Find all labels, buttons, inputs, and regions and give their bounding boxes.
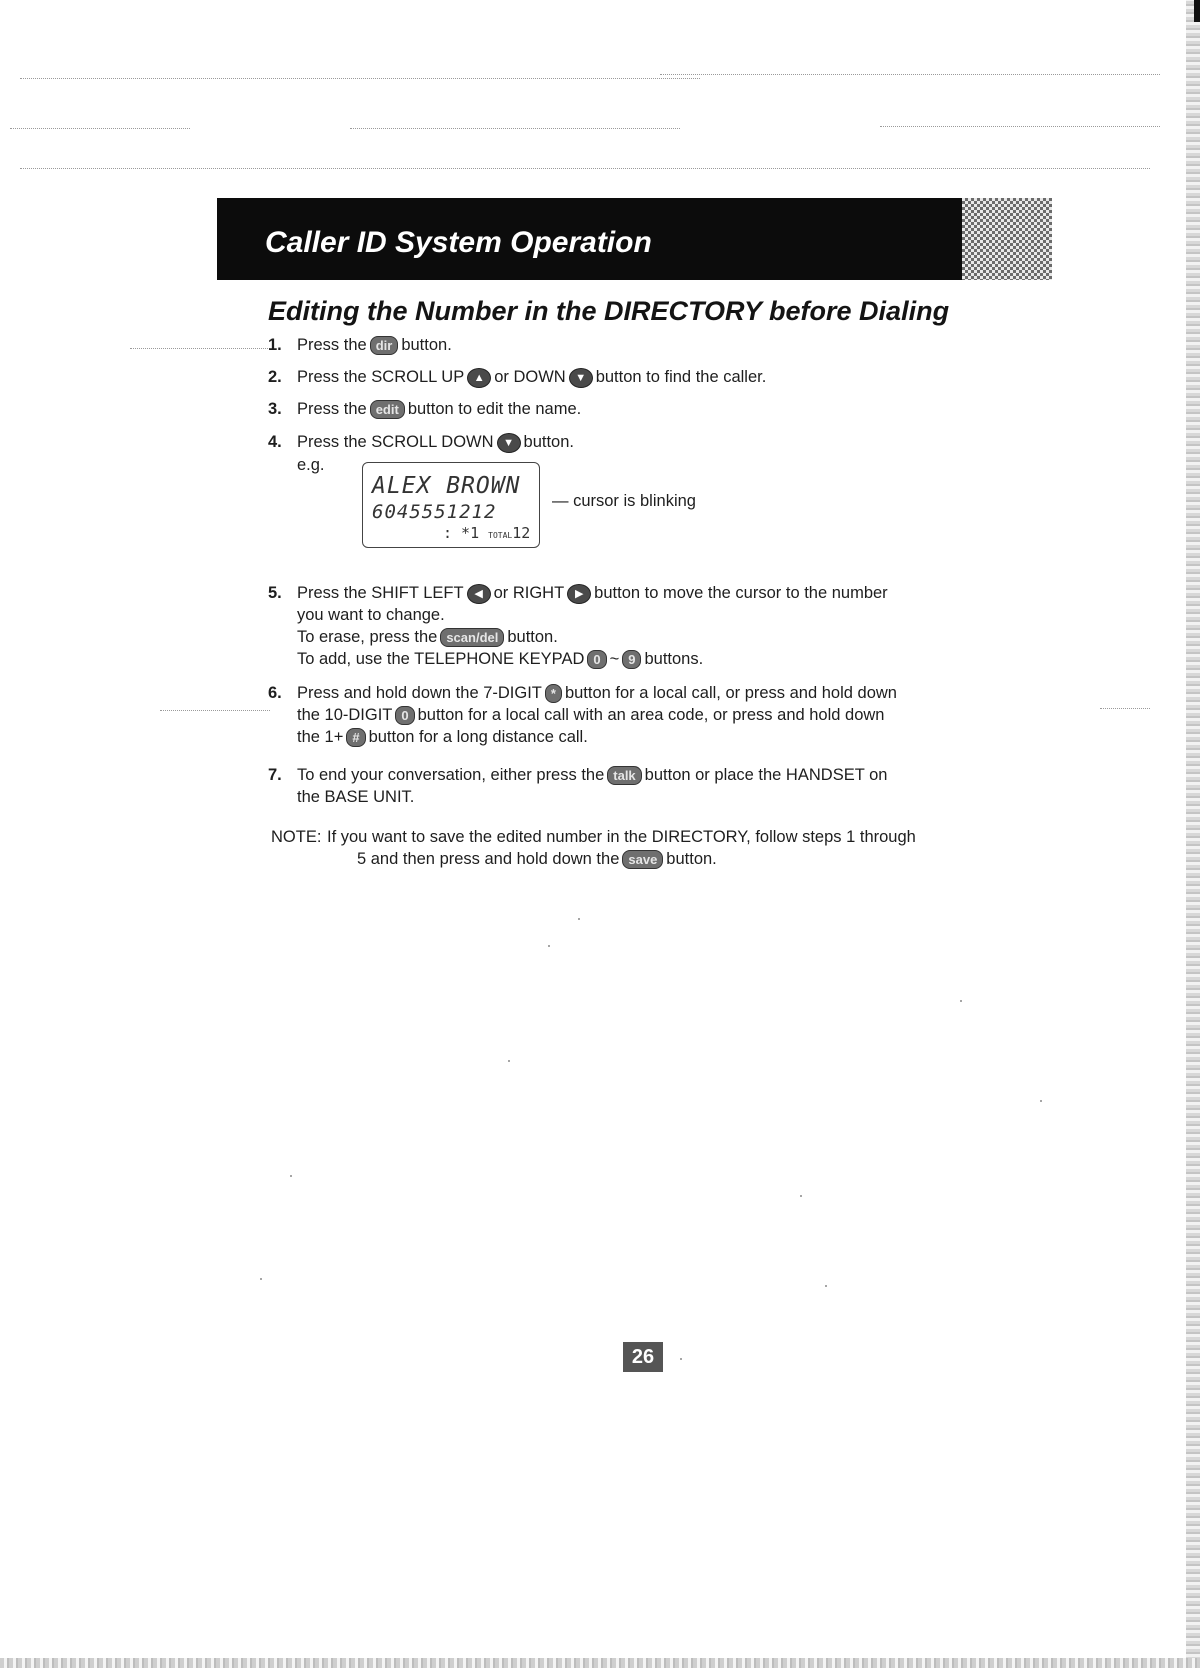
scan-bottom-edge [0,1658,1200,1668]
step-text-part: Press the [297,400,367,418]
scan-speck [290,1175,292,1177]
step-line [297,626,987,648]
lcd-status-line [443,524,530,542]
scan-speck [260,1278,262,1280]
scan-right-edge [1186,0,1200,1668]
step-line [297,726,987,748]
step-line [297,582,987,604]
step-text-part: To add, use the TELEPHONE KEYPAD [297,650,585,668]
scan-artifact-line [160,710,270,711]
scan-speck [680,1358,682,1360]
step-text-part: the 10-DIGIT [297,706,393,724]
step-text-part: Press and hold down the 7-DIGIT [297,684,542,702]
step-text-part: button for a local call with an area code, or press and hold down [417,706,885,724]
lcd-number-line: 6045551212 [372,501,497,523]
step-text [297,431,987,453]
lcd-index: : *1 [443,524,480,542]
step-number: 5. [268,584,282,602]
scan-speck [578,918,580,920]
shift-right-icon: ▶ [567,584,591,604]
step-number: 6. [268,684,282,702]
step-7 [268,764,978,812]
step-line [297,682,987,704]
note-label: NOTE: [271,828,322,846]
step-text-part: button. [523,433,574,451]
step-number: 1. [268,336,282,354]
edit-button-icon: edit [370,400,405,419]
step-text [297,334,987,356]
lcd-display [362,462,540,548]
step-text [297,682,987,748]
scan-artifact-line [10,128,190,129]
scan-artifact-line [880,126,1160,127]
step-text-part: button. [401,336,452,354]
scan-speck [800,1195,802,1197]
lcd-total-label: TOTAL [488,531,513,540]
ten-digit-button-icon: 0 [395,706,414,725]
step-text-part: or DOWN [494,368,566,386]
one-plus-button-icon: # [346,728,365,747]
header-title: Caller ID System Operation [265,226,652,259]
step-text-part: To end your conversation, either press the [297,766,605,784]
step-text-part: button for a long distance call. [368,728,588,746]
scan-speck [548,945,550,947]
step-text-part: button to edit the name. [407,400,582,418]
step-text-part: Press the [297,336,367,354]
step-number: 3. [268,400,282,418]
step-text-part: button to find the caller. [595,368,767,386]
step-text [297,366,987,388]
step-text [297,398,987,420]
scan-del-button-icon: scan/del [440,628,504,647]
step-text [297,764,987,808]
note-text [327,826,987,870]
lcd-total-count: 12 [512,524,531,542]
step-text-part: button to move the cursor to the number [594,584,888,602]
note-text-part: 5 and then press and hold down the [357,850,620,868]
scroll-down-icon: ▼ [497,433,521,453]
header-decorative-pattern [962,198,1052,280]
header-bar [217,198,962,280]
step-line [297,648,987,670]
scroll-down-icon: ▼ [569,368,593,388]
step-6 [268,682,978,752]
scan-speck [825,1285,827,1287]
dir-button-icon: dir [370,336,399,355]
talk-button-icon: talk [607,766,641,785]
step-number: 2. [268,368,282,386]
note-text-part: button. [666,850,717,868]
step-text-part: or RIGHT [493,584,565,602]
step-text-part: Press the SCROLL UP [297,368,465,386]
scan-artifact-line [660,74,1160,75]
step-text-part: To erase, press the [297,628,438,646]
step-text [297,582,987,670]
scan-edge-mark [1194,0,1200,22]
step-text-part: button. [507,628,558,646]
step-text-part: the 1+ [297,728,344,746]
shift-left-icon: ◀ [467,584,491,604]
step-number: 7. [268,766,282,784]
scroll-up-icon: ▲ [467,368,491,388]
step-line [297,704,987,726]
keypad-0-button-icon: 0 [587,650,606,669]
step-text-part: Press the SHIFT LEFT [297,584,464,602]
lcd-name-line: ALEX BROWN [372,473,521,499]
scan-speck [1040,1100,1042,1102]
scan-artifact-line [350,128,680,129]
step-line: the BASE UNIT. [297,788,415,806]
step-text-part: buttons. [644,650,704,668]
step-line: you want to change. [297,606,445,624]
step-text-part: button or place the HANDSET on [644,766,888,784]
scan-speck [508,1060,510,1062]
note-line: If you want to save the edited number in the DIRECTORY, follow steps 1 through [327,828,916,846]
scan-speck [960,1000,962,1002]
step-text-part: button for a local call, or press and hold down [564,684,897,702]
scan-artifact-line [130,348,270,349]
step-text-part: ~ [609,650,620,668]
save-button-icon: save [622,850,663,869]
scan-artifact-line [20,168,1150,169]
step-5 [268,582,978,672]
cursor-callout: — cursor is blinking [552,492,696,510]
scan-artifact-line [1100,708,1150,709]
example-label: e.g. [297,456,325,474]
seven-digit-button-icon: * [545,684,562,703]
step-text-part: Press the SCROLL DOWN [297,433,494,451]
step-number: 4. [268,433,282,451]
keypad-9-button-icon: 9 [622,650,641,669]
section-title: Editing the Number in the DIRECTORY before Dialing [268,296,950,326]
scan-artifact-line [20,78,700,79]
step-line [297,764,987,786]
page-number: 26 [623,1342,663,1372]
note-line [327,848,987,870]
